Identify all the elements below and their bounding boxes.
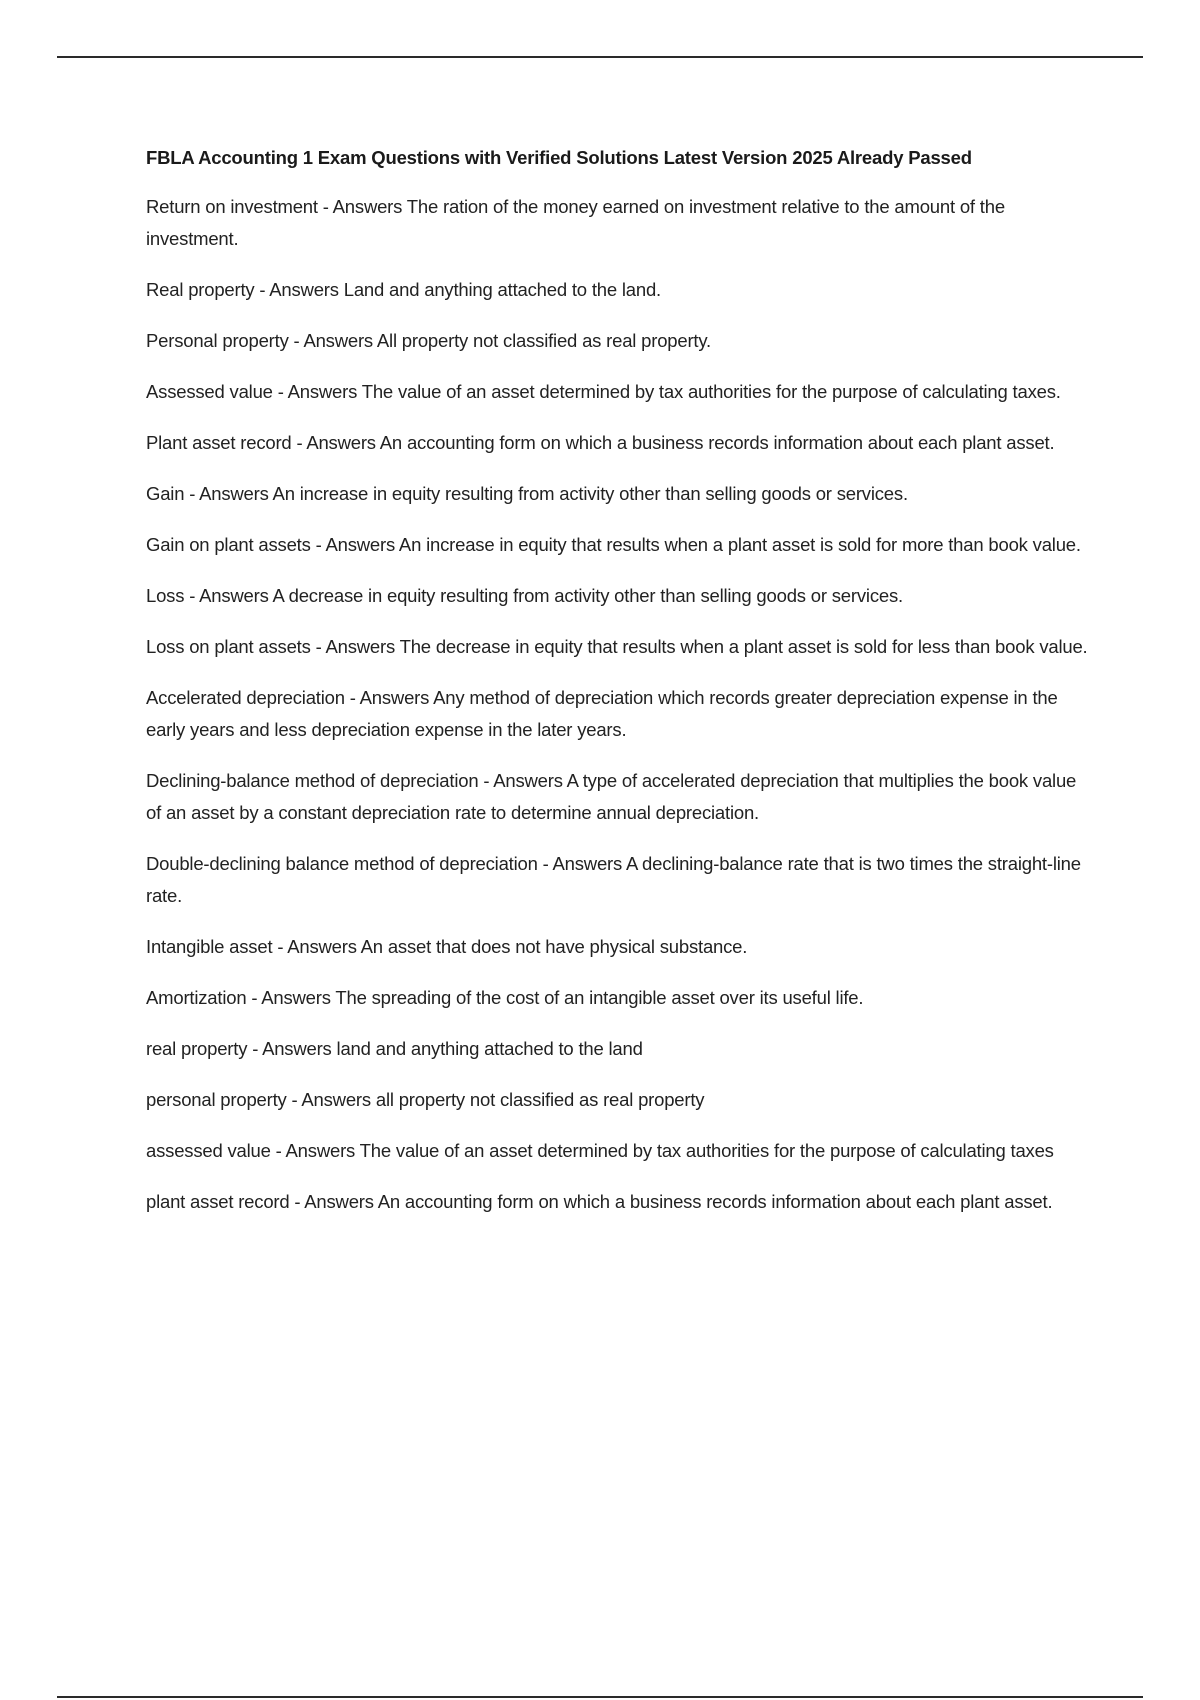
qa-entry: Amortization - Answers The spreading of the cost of an intangible asset over its useful life. bbox=[146, 987, 864, 1008]
qa-entry: Personal property - Answers All property not classified as real property. bbox=[146, 330, 711, 351]
qa-entry: real property - Answers land and anything attached to the land bbox=[146, 1038, 643, 1059]
qa-entry: Plant asset record - Answers An accounting form on which a business records information about each plant asset. bbox=[146, 432, 1055, 453]
top-rule bbox=[57, 56, 1143, 58]
qa-entry: Gain - Answers An increase in equity resulting from activity other than selling goods or services. bbox=[146, 483, 908, 504]
document-body bbox=[146, 143, 1096, 1237]
qa-entry: Assessed value - Answers The value of an asset determined by tax authorities for the purpose of calculating taxes. bbox=[146, 381, 1061, 402]
qa-entry: Declining-balance method of depreciation - Answers A type of accelerated depreciation that multiplies the book value of an asset by a constant depreciation rate to determine annual depreciation. bbox=[146, 770, 1077, 823]
qa-entry: plant asset record - Answers An accounting form on which a business records information about each plant asset. bbox=[146, 1191, 1053, 1212]
qa-entry: Intangible asset - Answers An asset that does not have physical substance. bbox=[146, 936, 748, 957]
qa-entry: Accelerated depreciation - Answers Any method of depreciation which records greater depreciation expense in the early years and less depreciation expense in the later years. bbox=[146, 687, 1058, 740]
qa-entry: Loss on plant assets - Answers The decrease in equity that results when a plant asset is sold for less than book value. bbox=[146, 636, 1088, 657]
qa-entry: personal property - Answers all property not classified as real property bbox=[146, 1089, 705, 1110]
qa-entry: Gain on plant assets - Answers An increase in equity that results when a plant asset is sold for more than book value. bbox=[146, 534, 1081, 555]
qa-entry: Return on investment - Answers The ration of the money earned on investment relative to the amount of the investment. bbox=[146, 196, 1005, 249]
qa-list bbox=[146, 191, 1096, 1218]
qa-entry: Double-declining balance method of depreciation - Answers A declining-balance rate that is two times the straight-line rate. bbox=[146, 853, 1081, 906]
qa-entry: assessed value - Answers The value of an asset determined by tax authorities for the purpose of calculating taxes bbox=[146, 1140, 1054, 1161]
bottom-rule bbox=[57, 1696, 1143, 1698]
document-title: FBLA Accounting 1 Exam Questions with Verified Solutions Latest Version 2025 Already Passed bbox=[146, 147, 972, 168]
qa-entry: Real property - Answers Land and anything attached to the land. bbox=[146, 279, 661, 300]
qa-entry: Loss - Answers A decrease in equity resulting from activity other than selling goods or services. bbox=[146, 585, 903, 606]
